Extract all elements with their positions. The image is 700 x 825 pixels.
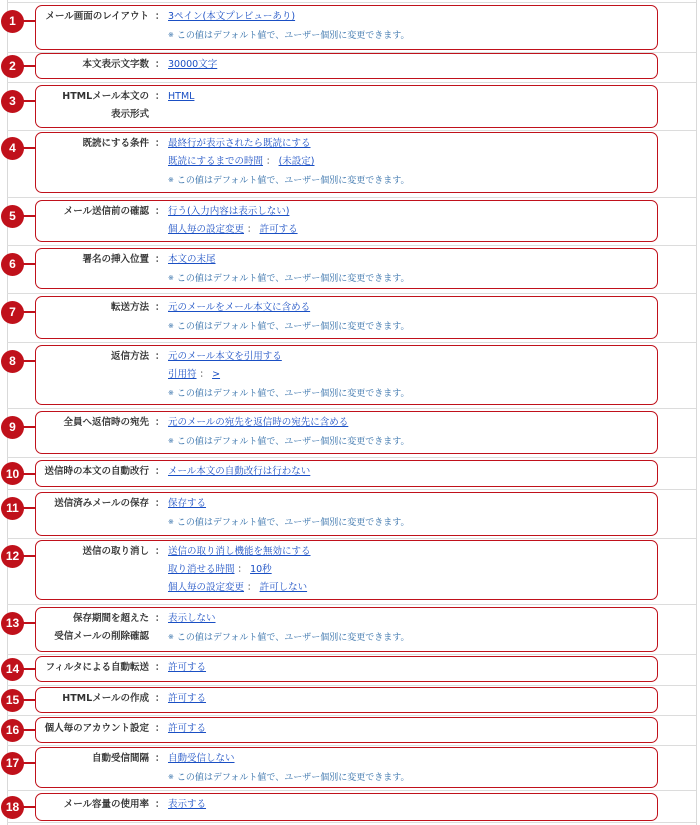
label-colon: ： — [155, 138, 165, 149]
default-value-note — [168, 518, 410, 528]
label-colon: ： — [155, 723, 165, 734]
number-badge-8: 8 — [1, 350, 24, 373]
sub-setting-link[interactable]: 個人毎の設定変更 — [168, 224, 245, 235]
value-line — [168, 172, 410, 189]
note-text: この値はデフォルト値で、ユーザー個別に変更できます。 — [176, 274, 410, 284]
label-colon: ： — [155, 254, 165, 265]
label-colon: ： — [155, 546, 165, 557]
setting-value-link[interactable]: 自動受信しない — [168, 753, 235, 764]
value-line — [168, 514, 410, 531]
number-badge-4: 4 — [1, 137, 24, 160]
number-badge-16: 16 — [1, 719, 24, 742]
setting-value-link[interactable]: 30000文字 — [168, 59, 218, 70]
setting-value-link[interactable]: 元のメールをメール本文に含める — [168, 302, 311, 313]
default-value-note — [168, 31, 410, 41]
number-badge-9: 9 — [1, 416, 24, 439]
default-value-note — [168, 633, 410, 643]
number-badge-13: 13 — [1, 612, 24, 635]
setting-label: 全員へ返信時の宛先 — [63, 417, 149, 428]
row-divider — [7, 715, 696, 716]
default-value-note — [168, 389, 410, 399]
value-line — [168, 629, 410, 646]
value-line — [168, 751, 235, 767]
setting-value-link[interactable]: 許可する — [168, 723, 207, 734]
pair-separator: ： — [196, 369, 213, 380]
setting-value-link[interactable]: 許可する — [168, 693, 207, 704]
number-badge-12: 12 — [1, 545, 24, 568]
row-divider — [7, 745, 696, 746]
note-mark-icon: ※ — [168, 31, 174, 39]
row-divider — [7, 790, 696, 791]
setting-value-link[interactable]: 行う(入力内容は表示しない) — [168, 206, 290, 217]
sub-setting-link[interactable]: 取り消せる時間 — [168, 564, 235, 575]
sub-setting-link[interactable]: 既読にするまでの時間 — [168, 156, 264, 167]
pair-separator: ： — [244, 224, 260, 235]
label-colon: ： — [155, 91, 165, 102]
value-line — [168, 769, 410, 786]
row-divider — [7, 604, 696, 605]
value-line — [168, 433, 410, 450]
value-line — [168, 367, 220, 383]
label-colon: ： — [155, 466, 165, 477]
number-badge-10: 10 — [1, 462, 24, 485]
setting-value-link[interactable]: メール本文の自動改行は行わない — [168, 466, 311, 477]
value-line — [168, 154, 314, 170]
note-text: この値はデフォルト値で、ユーザー個別に変更できます。 — [176, 31, 410, 41]
setting-label: 表示形式 — [110, 109, 149, 120]
pair-separator: ： — [244, 582, 260, 593]
note-mark-icon: ※ — [168, 274, 174, 282]
setting-label: HTMLメールの作成 — [62, 693, 149, 704]
default-value-note — [168, 176, 410, 186]
number-badge-1: 1 — [1, 10, 24, 33]
note-text: この値はデフォルト値で、ユーザー個別に変更できます。 — [176, 773, 410, 783]
number-badge-6: 6 — [1, 253, 24, 276]
setting-label: 保存期間を超えた — [72, 613, 149, 624]
pair-separator: ： — [234, 564, 251, 575]
value-line — [168, 660, 206, 676]
setting-label: フィルタによる自動転送 — [45, 662, 149, 673]
label-colon: ： — [155, 206, 165, 217]
value-line — [168, 270, 410, 287]
sub-setting-link[interactable]: 個人毎の設定変更 — [168, 582, 245, 593]
note-text: この値はデフォルト値で、ユーザー個別に変更できます。 — [176, 322, 410, 332]
setting-value-link[interactable]: 許可する — [168, 662, 207, 673]
note-text: この値はデフォルト値で、ユーザー個別に変更できます。 — [176, 389, 410, 399]
setting-label: 送信の取り消し — [82, 546, 149, 557]
number-badge-2: 2 — [1, 55, 24, 78]
value-line — [168, 611, 216, 627]
row-divider — [7, 130, 696, 131]
default-value-note — [168, 437, 410, 447]
number-badge-18: 18 — [1, 796, 24, 819]
number-badge-5: 5 — [1, 205, 24, 228]
value-line — [168, 797, 206, 813]
row-divider — [7, 685, 696, 686]
sub-setting-link[interactable]: 引用符 — [168, 369, 197, 380]
row-divider — [7, 489, 696, 490]
value-line — [168, 691, 206, 707]
label-colon: ： — [155, 11, 165, 22]
note-text: この値はデフォルト値で、ユーザー個別に変更できます。 — [176, 437, 410, 447]
label-colon: ： — [155, 753, 165, 764]
setting-label: 返信方法 — [110, 351, 149, 362]
value-line — [168, 222, 298, 238]
note-mark-icon: ※ — [168, 437, 174, 445]
row-divider — [7, 82, 696, 83]
value-line — [168, 57, 217, 73]
value-line — [168, 9, 295, 25]
value-line — [168, 562, 272, 578]
label-colon: ： — [155, 662, 165, 673]
note-mark-icon: ※ — [168, 176, 174, 184]
row-divider — [7, 2, 696, 3]
row-divider — [7, 197, 696, 198]
row-divider — [7, 245, 696, 246]
number-badge-17: 17 — [1, 752, 24, 775]
setting-value-link[interactable]: 送信の取り消し機能を無効にする — [168, 546, 311, 557]
note-mark-icon: ※ — [168, 389, 174, 397]
value-line — [168, 27, 410, 44]
setting-value-link[interactable]: HTML — [168, 91, 195, 102]
label-colon: ： — [155, 799, 165, 810]
setting-label: 受信メールの削除確認 — [54, 631, 149, 642]
value-line — [168, 721, 206, 737]
pair-separator: ： — [263, 156, 279, 167]
number-badge-14: 14 — [1, 658, 24, 681]
setting-value-link[interactable]: 本文の末尾 — [168, 254, 216, 265]
sub-setting-value-link[interactable]: 10秒 — [250, 564, 272, 575]
setting-label: 送信時の本文の自動改行 — [44, 466, 149, 477]
setting-value-link[interactable]: 元のメールの宛先を返信時の宛先に含める — [168, 417, 349, 428]
setting-label: 自動受信間隔 — [91, 753, 149, 764]
setting-label: HTMLメール本文の — [62, 91, 149, 102]
value-line — [168, 349, 282, 365]
setting-value-link[interactable]: 表示しない — [168, 613, 216, 624]
setting-value-link[interactable]: 表示する — [168, 799, 207, 810]
value-line — [168, 318, 410, 335]
sub-setting-value-link[interactable]: 許可しない — [259, 582, 308, 593]
row-divider — [7, 654, 696, 655]
label-colon: ： — [155, 498, 165, 509]
row-divider — [7, 342, 696, 343]
value-line — [168, 89, 194, 105]
row-divider — [7, 822, 696, 823]
value-line — [168, 544, 311, 560]
value-line — [168, 204, 289, 220]
setting-value-link[interactable]: 元のメール本文を引用する — [168, 351, 282, 362]
row-divider — [7, 538, 696, 539]
setting-label: 転送方法 — [110, 302, 149, 313]
default-value-note — [168, 322, 410, 332]
right-border — [696, 0, 697, 825]
value-line — [168, 496, 206, 512]
label-colon: ： — [155, 59, 165, 70]
setting-label: メール容量の使用率 — [63, 799, 149, 810]
note-text: この値はデフォルト値で、ユーザー個別に変更できます。 — [176, 518, 410, 528]
value-line — [168, 580, 307, 596]
label-colon: ： — [155, 351, 165, 362]
setting-value-link[interactable]: 保存する — [168, 498, 207, 509]
setting-label: 送信済みメールの保存 — [54, 498, 149, 509]
note-mark-icon: ※ — [168, 633, 174, 641]
setting-label: メール送信前の確認 — [63, 206, 149, 217]
setting-label: メール画面のレイアウト — [45, 11, 149, 22]
number-badge-7: 7 — [1, 301, 24, 324]
value-line — [168, 300, 310, 316]
setting-label: 本文表示文字数 — [82, 59, 149, 70]
value-line — [168, 385, 410, 402]
row-divider — [7, 293, 696, 294]
number-badge-3: 3 — [1, 90, 24, 113]
note-text: この値はデフォルト値で、ユーザー個別に変更できます。 — [176, 633, 410, 643]
sub-setting-value-link[interactable]: (未設定) — [278, 156, 315, 167]
label-colon: ： — [155, 613, 165, 624]
setting-value-link[interactable]: 最終行が表示されたら既読にする — [168, 138, 311, 149]
number-badge-11: 11 — [1, 497, 24, 520]
value-line — [168, 415, 348, 431]
value-line — [168, 136, 311, 152]
label-colon: ： — [155, 693, 165, 704]
default-value-note — [168, 773, 410, 783]
setting-label: 署名の挿入位置 — [82, 254, 149, 265]
note-text: この値はデフォルト値で、ユーザー個別に変更できます。 — [176, 176, 410, 186]
number-badge-15: 15 — [1, 689, 24, 712]
sub-setting-value-link[interactable]: > — [212, 369, 221, 380]
value-line — [168, 252, 216, 268]
value-line — [168, 464, 310, 480]
note-mark-icon: ※ — [168, 322, 174, 330]
row-divider — [7, 457, 696, 458]
row-divider — [7, 408, 696, 409]
note-mark-icon: ※ — [168, 773, 174, 781]
note-mark-icon: ※ — [168, 518, 174, 526]
setting-value-link[interactable]: 3ペイン(本文プレビューあり) — [168, 11, 296, 22]
setting-label: 個人毎のアカウント設定 — [44, 723, 149, 734]
label-colon: ： — [155, 417, 165, 428]
default-value-note — [168, 274, 410, 284]
label-colon: ： — [155, 302, 165, 313]
setting-label: 既読にする条件 — [82, 138, 149, 149]
sub-setting-value-link[interactable]: 許可する — [259, 224, 298, 235]
